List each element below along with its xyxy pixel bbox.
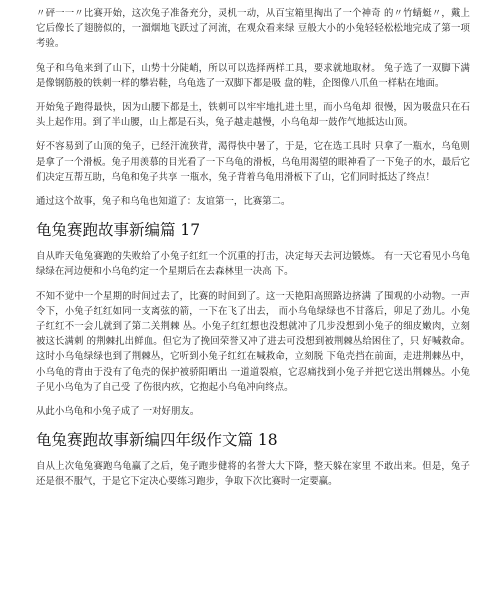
body-paragraph: 开始兔子跑得最快，因为山腰下都是土，铁刺可以牢牢地扎进土里，而小乌龟却 很慢，因为吸盘只在石头上起作用。到了半山腰，山上都是石头，兔子越走越慢，小乌龟却一鼓作气地抵达山顶。 bbox=[36, 102, 470, 129]
section-heading: 龟兔赛跑故事新编四年级作文篇 18 bbox=[36, 431, 278, 450]
story-section-18 bbox=[36, 429, 470, 489]
body-paragraph: 兔子和乌龟来到了山下，山势十分陡峭，所以可以选择两样工具，要求就地取材。 兔子选了一双脚下满是像钢筋般的铁刺一样的攀岩鞋，乌龟选了一双脚下都是吸 盘的鞋，企图像八爪鱼一样粘在地面。 bbox=[36, 62, 470, 89]
section-heading: 龟兔赛跑故事新编篇 17 bbox=[36, 221, 201, 240]
story-section-16-ending bbox=[36, 6, 470, 209]
story-section-17 bbox=[36, 219, 470, 419]
body-paragraph: 〃砰一一〃比赛开始，这次兔子准备充分，灵机一动，从百宝箱里掏出了一个神奇 的〃竹蜻蜓〃，戴上它后像长了翅膀似的，一溜烟地飞跃过了河流，在观众看来绿 豆般大小的小兔轻轻松松地完成了第一项考验。 bbox=[36, 8, 470, 50]
body-paragraph: 从此小乌龟和小兔子成了 一对好朋友。 bbox=[36, 406, 200, 418]
body-paragraph: 好不容易到了山顶的兔子，已经汗流狭背，渴得快中暑了，于是，它在选工具时 只拿了一瓶水，乌龟则是拿了一个滑板。兔子用羡慕的目光看了一下乌龟的滑板，乌龟用渴望的眼神看了一下兔子的水，最后它们决定互帮互助，乌龟和兔子共享 一瓶水，兔子背着乌龟用滑板下了山，它们同时抵达了终点！ bbox=[36, 141, 470, 183]
body-paragraph: 自从昨天龟兔赛跑的失败给了小兔子红红一个沉重的打击，决定每天去河边锻炼。 有一天它看见小乌龟绿绿在河边便和小乌龟约定一个星期后在去森林里一决高 下。 bbox=[36, 251, 470, 278]
body-paragraph: 自从上次龟兔赛跑乌龟赢了之后，兔子跑步健将的名誉大大下降，整天躲在家里 不敢出来。但是，兔子还是很不服气，于是它下定决心要练习跑步，争取下次比赛时一定要赢。 bbox=[36, 461, 470, 488]
body-paragraph: 不知不觉中一个星期的时间过去了，比赛的时间到了。这一天艳阳高照路边挤满 了围观的小动物。一声令下，小兔子红红如同一支离弦的箭，一下在飞了出去， 而小乌龟绿绿也不甘落后，卯足了劲儿。小兔子红红不一会儿就到了第二关荆棘 丛。小兔子红红想也没想就冲了几步没想到小兔子的细皮嫩肉，立刻被这长满刺 的荆棘扎出鲜血。但它为了挽回荣誉又冲了进去可没想到被荆棘丛给困住了，只 好喊救命。这时小乌龟绿绿也到了荆棘丛，它听到小兔子红红在喊救命，立刻脱 下龟壳挡在前面，走进荆棘丛中，小乌龟的背由于没有了龟壳的保护被骄阳晒出 一道道裂痕，它忍痛找到小兔子并把它送出荆棘丛。小兔子见小乌龟为了自己受 了伤很内疚，它抱起小乌龟冲向终点。 bbox=[36, 290, 470, 393]
body-paragraph: 通过这个故事，兔子和乌龟也知道了：友谊第一，比赛第二。 bbox=[36, 196, 291, 208]
